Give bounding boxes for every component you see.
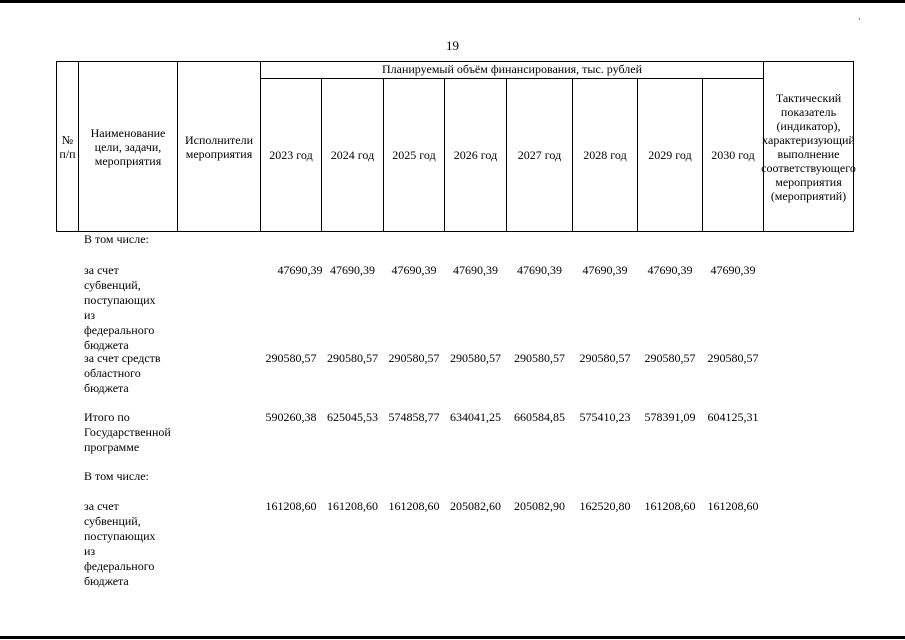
- value-2029: 290580,57: [644, 351, 696, 365]
- header-number: № п/п: [56, 61, 79, 232]
- value-2029: 47690,39: [647, 263, 693, 277]
- value-2026: 205082,60: [450, 499, 501, 513]
- value-2024: 161208,60: [327, 499, 378, 513]
- value-2027: 290580,57: [514, 351, 565, 365]
- header-year-2030: 2030 год: [702, 78, 764, 232]
- header-year-2025: 2025 год: [383, 78, 445, 232]
- header-year-2027: 2027 год: [506, 78, 573, 232]
- row-label: Итого по Государственной программе: [84, 410, 171, 454]
- header-year-2026: 2026 год: [444, 78, 507, 232]
- value-2024: 47690,39: [330, 263, 375, 277]
- value-2026: 634041,25: [450, 410, 501, 424]
- value-2027: 47690,39: [517, 263, 562, 277]
- value-2023: 161208,60: [265, 499, 317, 513]
- row-label: за счет субвенций, поступающих из федерального бюджета: [84, 263, 156, 352]
- value-2030: 161208,60: [707, 499, 759, 513]
- value-2030: 604125,31: [707, 410, 759, 424]
- header-year-2029: 2029 год: [637, 78, 703, 232]
- value-2028: 290580,57: [579, 351, 631, 365]
- value-2023: 590260,38: [265, 410, 317, 424]
- value-2024: 290580,57: [327, 351, 378, 365]
- value-2026: 290580,57: [450, 351, 501, 365]
- header-indicator: Тактический показатель (индикатор), характеризующий выполнение соответствующего мероприятия (мероприятий): [763, 61, 854, 232]
- value-2023: 47690,39: [277, 263, 323, 277]
- value-2025: 574858,77: [388, 410, 440, 424]
- scan-mark: ·: [858, 14, 861, 24]
- value-2023: 290580,57: [265, 351, 317, 365]
- header-name: Наименование цели, задачи, мероприятия: [78, 61, 178, 232]
- value-2025: 161208,60: [388, 499, 440, 513]
- value-2029: 578391,09: [644, 410, 696, 424]
- value-2030: 290580,57: [707, 351, 759, 365]
- value-2028: 47690,39: [582, 263, 628, 277]
- value-2024: 625045,53: [327, 410, 378, 424]
- page-number: 19: [446, 38, 459, 53]
- top-border-line: [0, 0, 905, 3]
- value-2026: 47690,39: [453, 263, 498, 277]
- value-2027: 205082,90: [514, 499, 565, 513]
- value-2029: 161208,60: [644, 499, 696, 513]
- row-label: за счет средств областного бюджета: [84, 351, 161, 395]
- value-2025: 290580,57: [388, 351, 440, 365]
- value-2028: 162520,80: [579, 499, 631, 513]
- value-2030: 47690,39: [710, 263, 756, 277]
- value-2025: 47690,39: [391, 263, 437, 277]
- header-funding-group: Планируемый объём финансирования, тыс. рублей: [260, 61, 764, 79]
- row-label: В том числе:: [84, 469, 149, 483]
- header-year-2024: 2024 год: [321, 78, 384, 232]
- value-2028: 575410,23: [579, 410, 631, 424]
- header-year-2028: 2028 год: [572, 78, 638, 232]
- header-executors: Исполнители мероприятия: [177, 61, 261, 232]
- row-label: В том числе:: [84, 232, 149, 246]
- bottom-border-line: [0, 636, 905, 639]
- row-label: за счет субвенций, поступающих из федерального бюджета: [84, 499, 156, 588]
- header-year-2023: 2023 год: [260, 78, 322, 232]
- value-2027: 660584,85: [514, 410, 565, 424]
